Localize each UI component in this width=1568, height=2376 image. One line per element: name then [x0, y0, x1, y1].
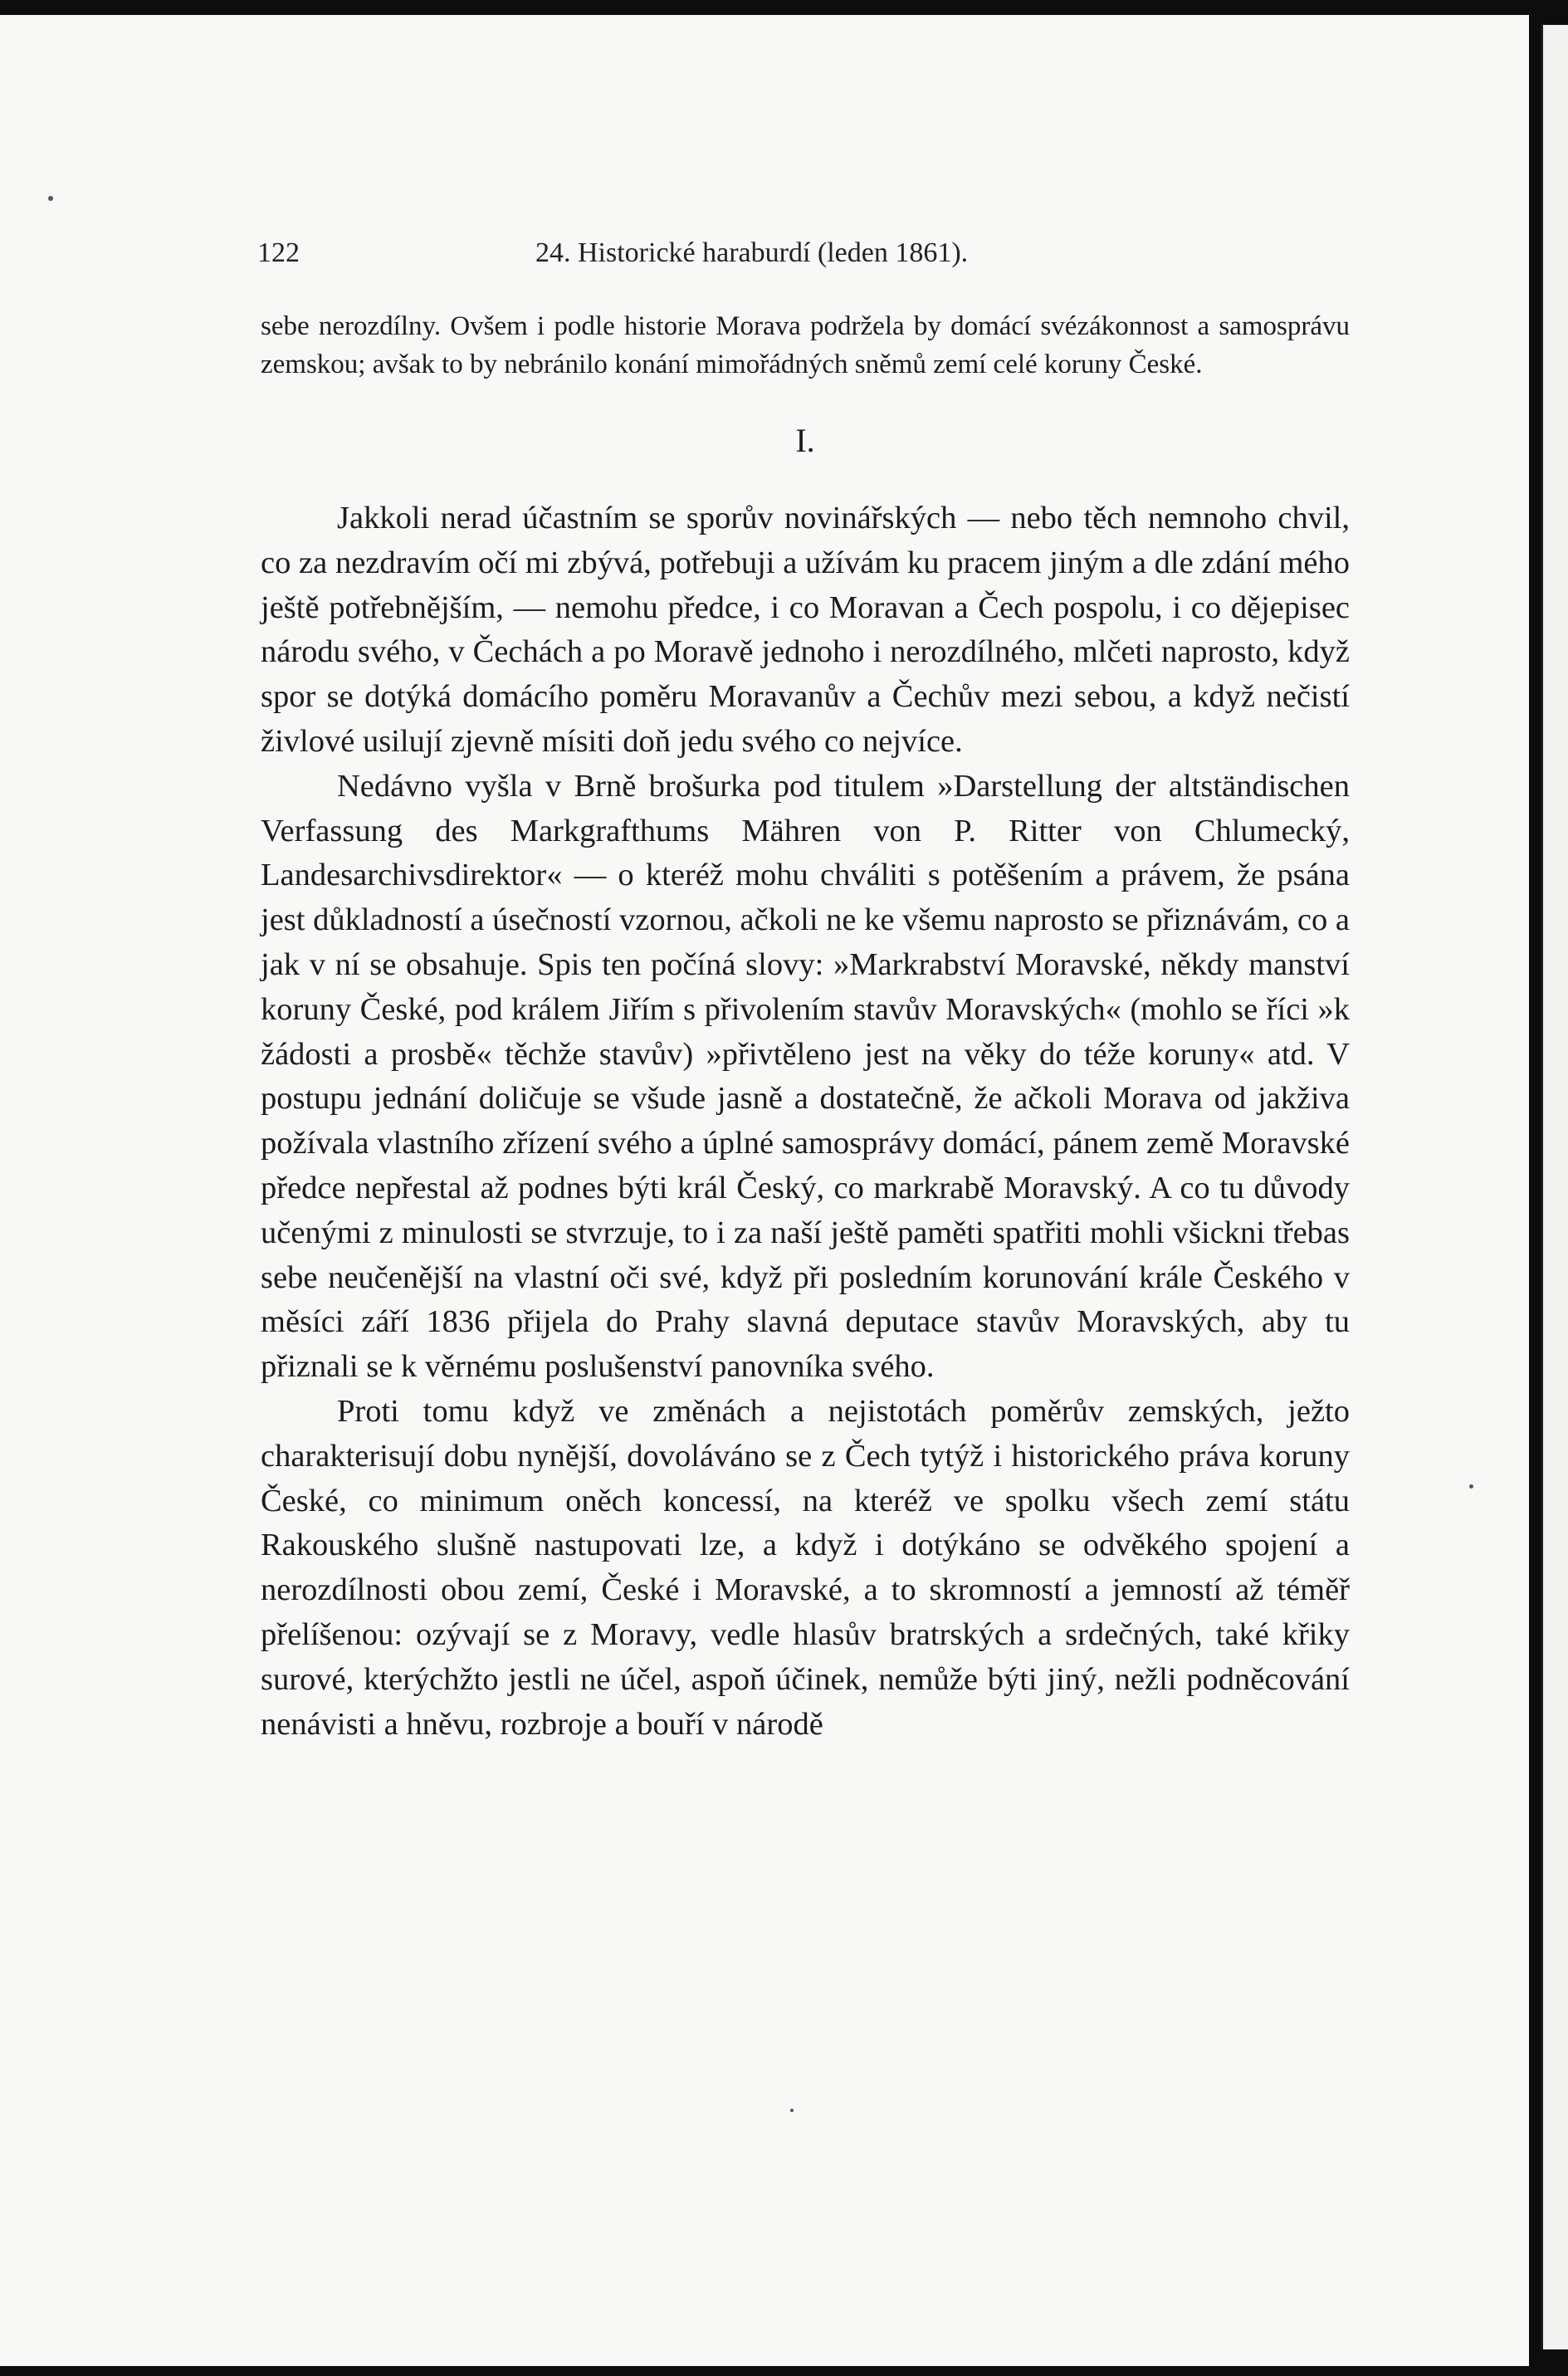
page-edge: [1541, 25, 1568, 2349]
body-paragraph: Jakkoli nerad účastním se sporův novinářských — nebo těch nemnoho chvil, co za nezdravím očí mi zbývá, potřebuji a užívám ku pracem jiným a dle zdání mého ještě potřebnějším, — nemohu předce, i co Moravan a Čech pospolu, i co dějepisec národu svého, v Čechách a po Moravě jednoho i nerozdílného, mlčeti naprosto, když spor se dotýká domácího poměru Moravanův a Čechův mezi sebou, a když nečistí živlové usilují zjevně mísiti doň jedu svého co nejvíce.: [261, 501, 1350, 759]
body-paragraph: Proti tomu když ve změnách a nejistotách poměrův zemských, ježto charakterisují dobu nynější, dovoláváno se z Čech tytýž i historického práva koruny České, co minimum oněch koncessí, na kteréž ve spolku všech zemí státu Rakouského slušně nastupovati lze, a když i dotýkáno se odvěkého spojení a nerozdílnosti obou zemí, České i Moravské, a to skromností a jemností až téměř přelíšenou: ozývají se z Moravy, vedle hlasův bratrských a srdečných, také křiky surové, kterýchžto jestli ne účel, aspoň účinek, nemůže býti jiný, nežli podněcování nenávisti a hněvu, rozbroje a bouří v národě: [261, 1393, 1350, 1742]
scan-speck: [48, 196, 53, 201]
running-title: 24. Historické haraburdí (leden 1861).: [535, 237, 969, 268]
scan-speck: [790, 2109, 794, 2112]
body-paragraph: Nedávno vyšla v Brně brošurka pod titulem »Darstellung der altständischen Verfassung des Markgrafthums Mähren von P. Ritter von Chlumecký, Landesarchivsdirektor« — o kteréž mohu chváliti s potěšením a právem, že psána jest důkladností a úsečností vzornou, ačkoli ne ke všemu naprosto se přiznávám, co a jak v ní se obsahuje. Spis ten počíná slovy: »Markrabství Moravské, někdy manství koruny České, pod králem Jiřím s přivolením stavův Moravských« (mohlo se říci »k žádosti a prosbě« těchže stavův) »přivtěleno jest na věky do téže koruny« atd. V postupu jednání doličuje se všude jasně a dostatečně, že ačkoli Morava od jakživa požívala vlastního zřízení svého a úplné samosprávy domácí, pánem země Moravské předce nepřestal až podnes býti král Český, co markrabě Moravský. A co tu důvody učenými z minulosti se stvrzuje, to i za naší ještě paměti spatřiti mohli všickni třebas sebe neučenější na vlastní oči své, když při posledním korunování krále Českého v měsíci září 1836 přijela do Prahy slavná deputace stavův Moravských, aby tu přiznali se k věrnému poslušenství panovníka svého.: [261, 768, 1350, 1385]
text-block: [261, 307, 1350, 1747]
paper-sheet: [0, 15, 1529, 2366]
scan-speck: [1469, 1484, 1473, 1489]
intro-paragraph: sebe nerozdílny. Ovšem i podle historie Morava podržela by domácí svézákonnost a samosprávu zemskou; avšak to by nebránilo konání mimořádných sněmů zemí celé koruny České.: [261, 311, 1350, 379]
section-heading: I.: [795, 422, 815, 459]
page-number: 122: [257, 237, 300, 268]
